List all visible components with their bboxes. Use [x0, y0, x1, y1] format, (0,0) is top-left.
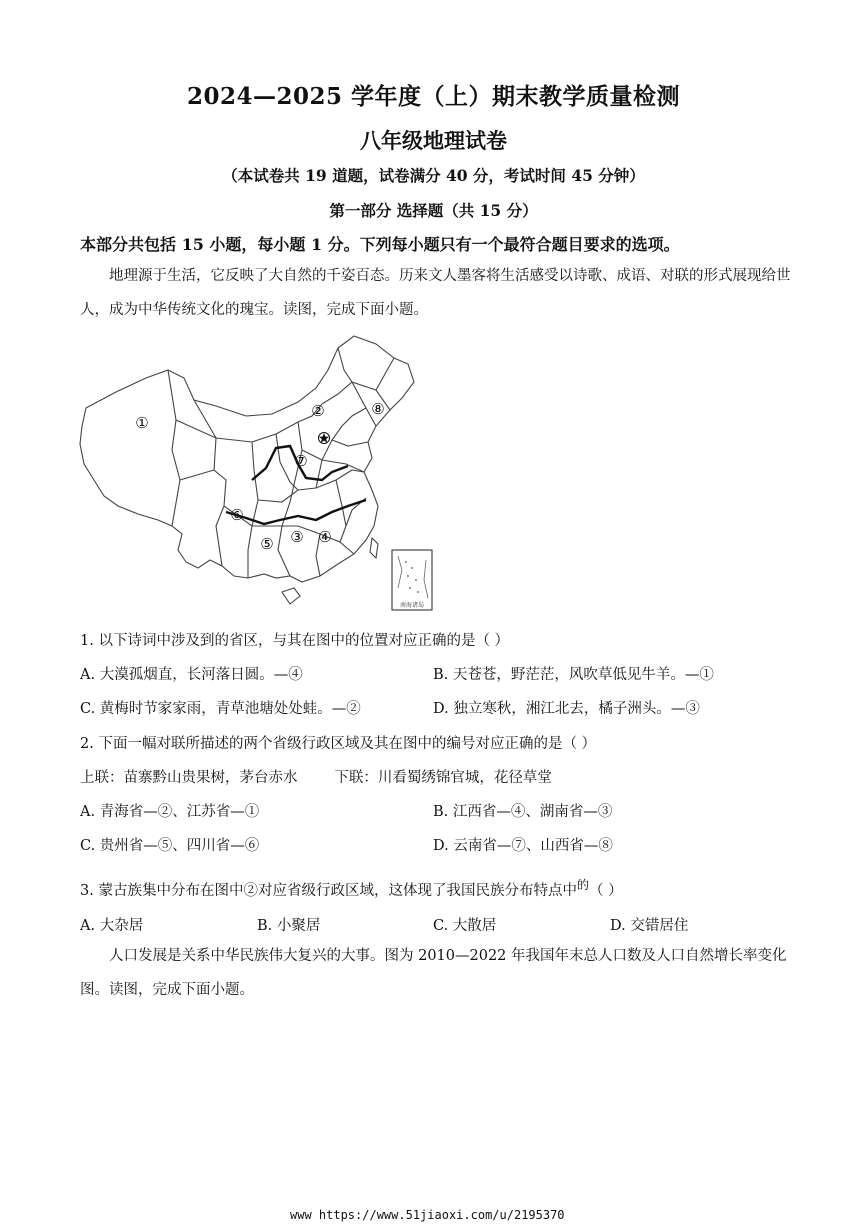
- q1-option-b: B. 天苍苍，野茫茫，风吹草低见牛羊。—①: [433, 667, 714, 683]
- q2-option-b: B. 江西省—④、湖南省—③: [433, 804, 613, 820]
- q3-option-c: C. 大散居: [433, 918, 497, 934]
- q3-stem-text: 3. 蒙古族集中分布在图中②对应省级行政区域，这体现了我国民族分布特点中: [80, 883, 577, 899]
- intro-paragraph-2: 人口发展是关系中华民族伟大复兴的大事。图为 2010—2022 年我国年末总人口数及人口自然增长率变化图。读图，完成下面小题。: [80, 948, 787, 998]
- exam-title: 2024—2025 学年度（上）期末教学质量检测: [186, 83, 681, 110]
- map-label-5: ⑤: [260, 535, 274, 553]
- q2-option-c: C. 贵州省—⑤、四川省—⑥: [80, 838, 260, 854]
- capital-star-icon: [319, 433, 330, 444]
- q3-stem-tail: （ ）: [588, 883, 623, 899]
- intro-paragraph-1: 地理源于生活，它反映了大自然的千姿百态。历来文人墨客将生活感受以诗歌、成语、对联的形式展现给世人，成为中华传统文化的瑰宝。读图，完成下面小题。: [80, 268, 791, 318]
- q1-option-a: A. 大漠孤烟直，长河落日圆。—④: [80, 667, 303, 683]
- map-label-8: ⑧: [371, 400, 385, 418]
- q3-option-a: A. 大杂居: [80, 918, 144, 934]
- china-map-svg: [76, 330, 436, 615]
- inset-label: 南海诸岛: [399, 602, 425, 609]
- q2-option-a: A. 青海省—②、江苏省—①: [80, 804, 260, 820]
- map-label-6: ⑥: [230, 506, 244, 524]
- map-label-3: ③: [290, 528, 304, 546]
- q1-option-c: C. 黄梅时节家家雨，青草池塘处处蛙。—②: [80, 701, 361, 717]
- footer-watermark-url: www https://www.51jiaoxi.com/u/2195370: [290, 1208, 565, 1222]
- map-label-4: ④: [318, 528, 332, 546]
- exam-info: （本试卷共 19 道题，试卷满分 40 分，考试时间 45 分钟）: [222, 166, 645, 185]
- map-label-2: ②: [311, 402, 325, 420]
- question-2-couplet: 上联：苗寨黔山贵果树，茅台赤水 下联：川看蜀绣锦官城，花径草堂: [80, 770, 552, 786]
- map-label-1: ①: [135, 414, 149, 432]
- part-heading: 第一部分 选择题（共 15 分）: [329, 201, 538, 220]
- q3-option-d: D. 交错居住: [610, 918, 689, 934]
- map-outline: [80, 336, 414, 582]
- q3-option-b: B. 小聚居: [257, 918, 321, 934]
- q1-option-d: D. 独立寒秋，湘江北去，橘子洲头。—③: [433, 701, 700, 717]
- question-2-stem: 2. 下面一幅对联所描述的两个省级行政区域及其在图中的编号对应正确的是（ ）: [80, 736, 597, 752]
- q3-stem-small: 的: [576, 878, 589, 892]
- question-3-stem: [80, 876, 623, 900]
- question-1-stem: 1. 以下诗词中涉及到的省区，与其在图中的位置对应正确的是（ ）: [80, 633, 510, 649]
- map-label-7: ⑦: [294, 452, 308, 470]
- q2-option-d: D. 云南省—⑦、山西省—⑧: [433, 838, 613, 854]
- instruction: 本部分共包括 15 小题，每小题 1 分。下列每小题只有一个最符合题目要求的选项。: [80, 235, 680, 254]
- south-china-sea-inset: [392, 550, 432, 610]
- exam-subtitle: 八年级地理试卷: [360, 128, 507, 153]
- china-map-figure: [76, 330, 436, 615]
